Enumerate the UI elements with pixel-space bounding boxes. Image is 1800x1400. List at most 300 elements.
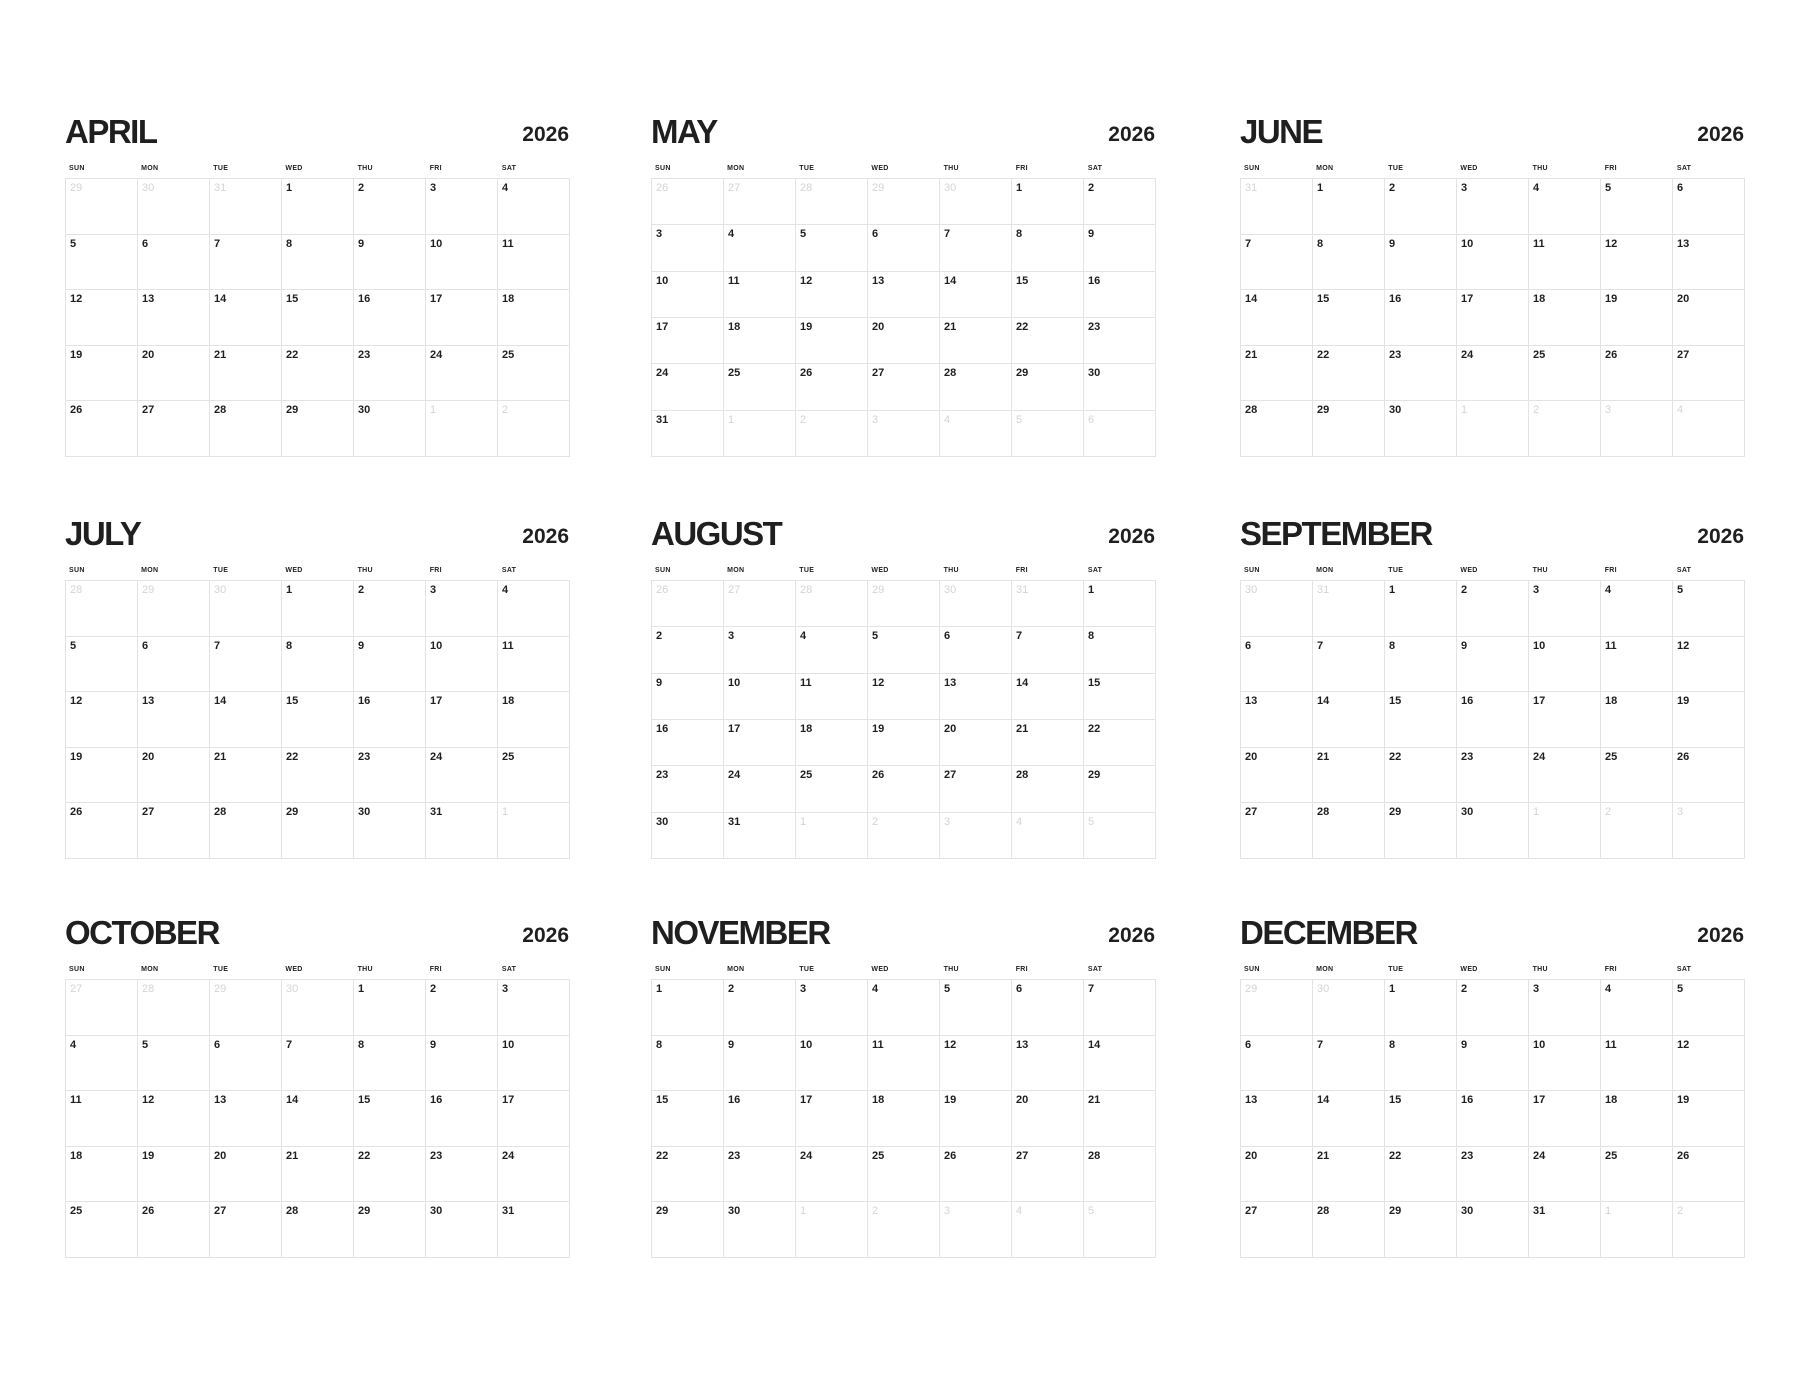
day-number: 8 (1389, 1038, 1396, 1051)
weekday-label: MON (727, 966, 745, 973)
day-number: 23 (1461, 1149, 1474, 1162)
day-number: 27 (214, 1205, 227, 1218)
day-number: 19 (142, 1149, 155, 1162)
day-cell (1385, 581, 1457, 637)
day-number: 13 (1245, 695, 1258, 708)
day-number: 3 (1461, 182, 1468, 194)
day-number: 22 (286, 750, 299, 763)
day-number: 13 (872, 274, 885, 287)
day-cell (940, 674, 1012, 720)
weekday-label: THU (943, 567, 959, 574)
day-number: 23 (728, 1149, 741, 1162)
day-cell (210, 803, 282, 859)
day-number: 31 (430, 806, 443, 819)
day-number: 2 (502, 404, 509, 417)
weekday-label: MON (727, 567, 745, 574)
day-cell (498, 235, 570, 291)
day-number: 25 (1605, 1149, 1618, 1162)
day-number: 24 (656, 367, 669, 380)
day-cell-other-month (210, 980, 282, 1036)
day-grid (651, 178, 1156, 457)
day-cell (1385, 290, 1457, 346)
day-cell (210, 1091, 282, 1147)
day-cell (210, 692, 282, 748)
day-number: 31 (1533, 1205, 1546, 1218)
day-cell (138, 235, 210, 291)
day-cell (1601, 179, 1673, 235)
day-number: 19 (944, 1094, 957, 1107)
weekday-label: FRI (429, 165, 442, 172)
day-cell (1084, 272, 1156, 318)
day-number: 13 (1677, 237, 1690, 250)
day-cell (1241, 803, 1313, 859)
day-cell (652, 766, 724, 812)
day-cell (1241, 1202, 1313, 1258)
day-number: 30 (1088, 367, 1101, 380)
day-cell (1457, 692, 1529, 748)
day-number: 21 (214, 750, 227, 763)
weekday-label: WED (285, 567, 303, 574)
day-cell (66, 1036, 138, 1092)
day-number: 2 (1088, 182, 1095, 194)
day-number: 14 (1016, 676, 1029, 689)
day-cell (652, 272, 724, 318)
day-number: 23 (1389, 348, 1402, 361)
weekday-label: MON (141, 966, 159, 973)
day-cell (426, 1202, 498, 1258)
weekday-header-row (651, 965, 1156, 979)
day-cell (1385, 1147, 1457, 1203)
day-cell (868, 674, 940, 720)
day-number: 28 (70, 584, 83, 596)
day-number: 20 (1016, 1094, 1029, 1107)
day-cell (282, 637, 354, 693)
day-number: 10 (1533, 639, 1546, 652)
day-cell (652, 980, 724, 1036)
day-number: 8 (656, 1038, 663, 1051)
weekday-label: SUN (1244, 165, 1260, 172)
day-cell (1084, 674, 1156, 720)
day-cell (282, 179, 354, 235)
day-number: 9 (1088, 228, 1095, 241)
day-number: 6 (142, 237, 149, 250)
day-number: 16 (358, 695, 371, 708)
day-cell (724, 674, 796, 720)
weekday-label: THU (1532, 165, 1548, 172)
day-number: 10 (800, 1038, 813, 1051)
month-year: 2026 (522, 924, 569, 947)
day-cell (1457, 1202, 1529, 1258)
day-cell (868, 1091, 940, 1147)
day-cell (1012, 674, 1084, 720)
day-cell (66, 637, 138, 693)
day-number: 4 (1533, 182, 1540, 194)
day-cell (138, 346, 210, 402)
day-cell (1601, 346, 1673, 402)
day-number: 22 (358, 1149, 371, 1162)
day-number: 11 (728, 274, 740, 287)
month-june (1240, 112, 1745, 457)
day-number: 31 (214, 182, 227, 194)
day-number: 29 (1317, 404, 1330, 417)
day-number: 22 (1389, 750, 1402, 763)
day-cell (498, 290, 570, 346)
day-cell (1313, 803, 1385, 859)
day-cell (652, 1091, 724, 1147)
day-number: 9 (656, 676, 663, 689)
month-name: AUGUST (651, 515, 782, 552)
day-number: 24 (728, 769, 741, 782)
day-number: 28 (214, 806, 227, 819)
day-number: 26 (944, 1149, 957, 1162)
day-number: 26 (800, 367, 813, 380)
day-cell (724, 766, 796, 812)
day-cell (1601, 980, 1673, 1036)
day-number: 15 (656, 1094, 669, 1107)
weekday-label: TUE (799, 567, 815, 574)
month-name: APRIL (65, 113, 157, 150)
month-year: 2026 (1108, 123, 1155, 146)
day-number: 21 (214, 348, 227, 361)
day-cell (724, 720, 796, 766)
day-cell (796, 627, 868, 673)
weekday-label: SUN (1244, 966, 1260, 973)
day-cell (1012, 720, 1084, 766)
day-cell (426, 803, 498, 859)
day-number: 20 (1245, 750, 1258, 763)
day-number: 10 (502, 1038, 515, 1051)
day-number: 23 (656, 769, 669, 782)
day-grid (65, 580, 570, 859)
month-header (651, 514, 1156, 566)
day-cell (354, 1091, 426, 1147)
day-cell-other-month (1241, 179, 1313, 235)
day-cell (138, 1091, 210, 1147)
day-cell (1012, 318, 1084, 364)
day-cell (1385, 346, 1457, 402)
day-cell (1084, 766, 1156, 812)
day-number: 1 (1016, 182, 1023, 194)
day-number: 27 (944, 769, 957, 782)
day-number: 24 (1533, 1149, 1546, 1162)
day-number: 3 (502, 983, 509, 995)
day-number: 8 (1389, 639, 1396, 652)
weekday-label: SAT (501, 966, 517, 973)
day-cell (1457, 346, 1529, 402)
day-cell (138, 1147, 210, 1203)
day-number: 30 (1317, 983, 1330, 995)
day-cell (1673, 1036, 1745, 1092)
day-number: 6 (214, 1038, 221, 1051)
day-number: 12 (944, 1038, 957, 1051)
day-number: 1 (358, 983, 365, 995)
day-cell (354, 290, 426, 346)
day-number: 25 (728, 367, 741, 380)
month-name: JULY (65, 515, 141, 552)
day-cell-other-month (498, 401, 570, 457)
day-number: 29 (1389, 1205, 1402, 1218)
day-number: 15 (286, 293, 299, 306)
day-number: 21 (1016, 722, 1029, 735)
day-number: 30 (1461, 806, 1474, 819)
day-number: 28 (800, 182, 813, 194)
day-number: 8 (358, 1038, 365, 1051)
month-december (1240, 913, 1745, 1258)
day-number: 3 (430, 584, 437, 596)
day-number: 30 (1461, 1205, 1474, 1218)
day-number: 12 (872, 676, 885, 689)
day-number: 27 (142, 404, 155, 417)
day-cell (1529, 290, 1601, 346)
day-cell (1012, 980, 1084, 1036)
day-number: 3 (1677, 806, 1684, 819)
day-number: 15 (1389, 1094, 1402, 1107)
day-cell (940, 766, 1012, 812)
day-cell (1457, 980, 1529, 1036)
day-number: 23 (358, 348, 371, 361)
day-cell (1084, 581, 1156, 627)
day-cell (1084, 627, 1156, 673)
day-number: 12 (70, 293, 83, 306)
month-name: DECEMBER (1240, 914, 1417, 951)
day-cell (724, 1202, 796, 1258)
day-number: 26 (70, 404, 83, 417)
day-cell (1241, 401, 1313, 457)
month-year: 2026 (1697, 525, 1744, 548)
day-cell (1457, 1091, 1529, 1147)
day-number: 2 (430, 983, 437, 995)
day-number: 29 (656, 1205, 669, 1218)
day-number: 30 (944, 584, 957, 596)
day-cell (1084, 1147, 1156, 1203)
day-cell-other-month (940, 179, 1012, 225)
day-number: 19 (70, 750, 83, 763)
day-number: 29 (872, 584, 885, 596)
day-cell (1457, 581, 1529, 637)
day-number: 30 (656, 815, 669, 828)
day-number: 30 (142, 182, 155, 194)
day-cell (1673, 692, 1745, 748)
weekday-label: TUE (799, 966, 815, 973)
day-cell (1529, 179, 1601, 235)
day-cell (1601, 235, 1673, 291)
day-cell (1313, 1036, 1385, 1092)
day-cell-other-month (796, 813, 868, 859)
month-name: JUNE (1240, 113, 1323, 150)
day-cell (1012, 179, 1084, 225)
day-cell (652, 411, 724, 457)
day-number: 5 (944, 983, 951, 995)
day-cell (210, 748, 282, 804)
day-number: 11 (70, 1094, 82, 1107)
day-cell (426, 581, 498, 637)
day-cell-other-month (1673, 1202, 1745, 1258)
day-number: 25 (70, 1205, 83, 1218)
day-cell (498, 1202, 570, 1258)
weekday-label: THU (357, 567, 373, 574)
day-cell (426, 1091, 498, 1147)
day-grid (65, 178, 570, 457)
weekday-label: MON (1316, 966, 1334, 973)
day-cell-other-month (868, 179, 940, 225)
day-number: 31 (1245, 182, 1258, 194)
day-cell-other-month (1084, 1202, 1156, 1258)
day-cell (1385, 1091, 1457, 1147)
day-number: 13 (1016, 1038, 1029, 1051)
day-cell-other-month (1601, 401, 1673, 457)
day-cell (354, 1036, 426, 1092)
day-number: 25 (800, 769, 813, 782)
day-number: 19 (1677, 695, 1690, 708)
day-cell (354, 235, 426, 291)
day-cell (138, 637, 210, 693)
day-number: 6 (1677, 182, 1684, 194)
day-number: 4 (1016, 1205, 1023, 1218)
day-number: 4 (1605, 584, 1612, 596)
day-number: 24 (1533, 750, 1546, 763)
weekday-label: MON (1316, 567, 1334, 574)
weekday-header-row (65, 566, 570, 580)
day-number: 22 (286, 348, 299, 361)
day-cell (66, 235, 138, 291)
day-cell (282, 235, 354, 291)
day-number: 29 (1245, 983, 1258, 995)
day-cell (1529, 692, 1601, 748)
day-number: 4 (502, 182, 509, 194)
day-number: 29 (286, 404, 299, 417)
day-number: 27 (872, 367, 885, 380)
day-cell (1529, 235, 1601, 291)
weekday-label: SUN (655, 966, 671, 973)
day-cell-other-month (796, 1202, 868, 1258)
day-number: 30 (1245, 584, 1258, 596)
day-cell-other-month (868, 411, 940, 457)
day-cell-other-month (868, 813, 940, 859)
day-cell (1529, 637, 1601, 693)
day-cell (652, 720, 724, 766)
month-header (651, 112, 1156, 164)
day-number: 1 (728, 413, 735, 426)
day-cell (1241, 346, 1313, 402)
day-number: 11 (502, 237, 514, 250)
weekday-header-row (1240, 164, 1745, 178)
day-number: 24 (430, 750, 443, 763)
day-cell (498, 748, 570, 804)
day-cell (1457, 637, 1529, 693)
day-cell (1241, 637, 1313, 693)
day-number: 26 (872, 769, 885, 782)
day-cell (1673, 980, 1745, 1036)
day-number: 27 (728, 584, 741, 596)
day-cell-other-month (724, 581, 796, 627)
day-number: 10 (1533, 1038, 1546, 1051)
day-number: 5 (142, 1038, 149, 1051)
month-header (1240, 913, 1745, 965)
day-cell-other-month (66, 179, 138, 235)
weekday-label: FRI (1604, 966, 1617, 973)
day-cell (1313, 1202, 1385, 1258)
day-cell (940, 1147, 1012, 1203)
weekday-label: SAT (1087, 567, 1103, 574)
day-cell (652, 1202, 724, 1258)
day-cell-other-month (138, 179, 210, 235)
day-cell (1673, 637, 1745, 693)
day-number: 1 (656, 983, 663, 995)
day-number: 6 (1016, 983, 1023, 995)
day-number: 28 (800, 584, 813, 596)
day-cell (1313, 235, 1385, 291)
day-number: 29 (358, 1205, 371, 1218)
day-number: 27 (70, 983, 83, 995)
day-cell (498, 1147, 570, 1203)
month-header (65, 112, 570, 164)
day-number: 1 (502, 806, 509, 819)
day-cell (1012, 766, 1084, 812)
day-cell (1529, 1036, 1601, 1092)
day-number: 22 (1317, 348, 1330, 361)
day-number: 30 (944, 182, 957, 194)
day-cell (1529, 581, 1601, 637)
day-cell (652, 813, 724, 859)
day-cell (1457, 1147, 1529, 1203)
day-number: 28 (1245, 404, 1258, 417)
day-cell (940, 627, 1012, 673)
day-number: 13 (142, 695, 155, 708)
day-cell (426, 346, 498, 402)
day-number: 16 (358, 293, 371, 306)
day-cell (282, 1202, 354, 1258)
day-number: 2 (1605, 806, 1612, 819)
day-cell-other-month (1012, 411, 1084, 457)
day-number: 3 (728, 630, 735, 643)
day-cell (1313, 748, 1385, 804)
day-cell (1601, 290, 1673, 346)
day-number: 4 (944, 413, 951, 426)
day-cell-other-month (210, 179, 282, 235)
weekday-label: SAT (1087, 966, 1103, 973)
day-number: 30 (358, 806, 371, 819)
day-number: 8 (286, 639, 293, 652)
day-cell (940, 1036, 1012, 1092)
day-cell (1457, 748, 1529, 804)
day-number: 5 (70, 237, 77, 250)
day-number: 16 (728, 1094, 741, 1107)
day-cell (868, 720, 940, 766)
day-cell (1529, 1091, 1601, 1147)
day-number: 27 (728, 182, 741, 194)
weekday-label: WED (871, 966, 889, 973)
day-number: 3 (656, 228, 663, 241)
month-year: 2026 (1108, 525, 1155, 548)
day-number: 1 (1605, 1205, 1612, 1218)
day-cell (282, 401, 354, 457)
day-cell (796, 766, 868, 812)
day-cell-other-month (724, 411, 796, 457)
day-number: 26 (142, 1205, 155, 1218)
day-number: 26 (1677, 1149, 1690, 1162)
day-cell (1529, 1202, 1601, 1258)
day-cell (138, 401, 210, 457)
day-cell (868, 225, 940, 271)
day-number: 2 (358, 182, 365, 194)
day-number: 3 (1605, 404, 1612, 417)
month-header (651, 913, 1156, 965)
day-cell (1385, 637, 1457, 693)
month-name: SEPTEMBER (1240, 515, 1432, 552)
day-number: 23 (1088, 320, 1101, 333)
day-number: 24 (430, 348, 443, 361)
day-cell (282, 290, 354, 346)
